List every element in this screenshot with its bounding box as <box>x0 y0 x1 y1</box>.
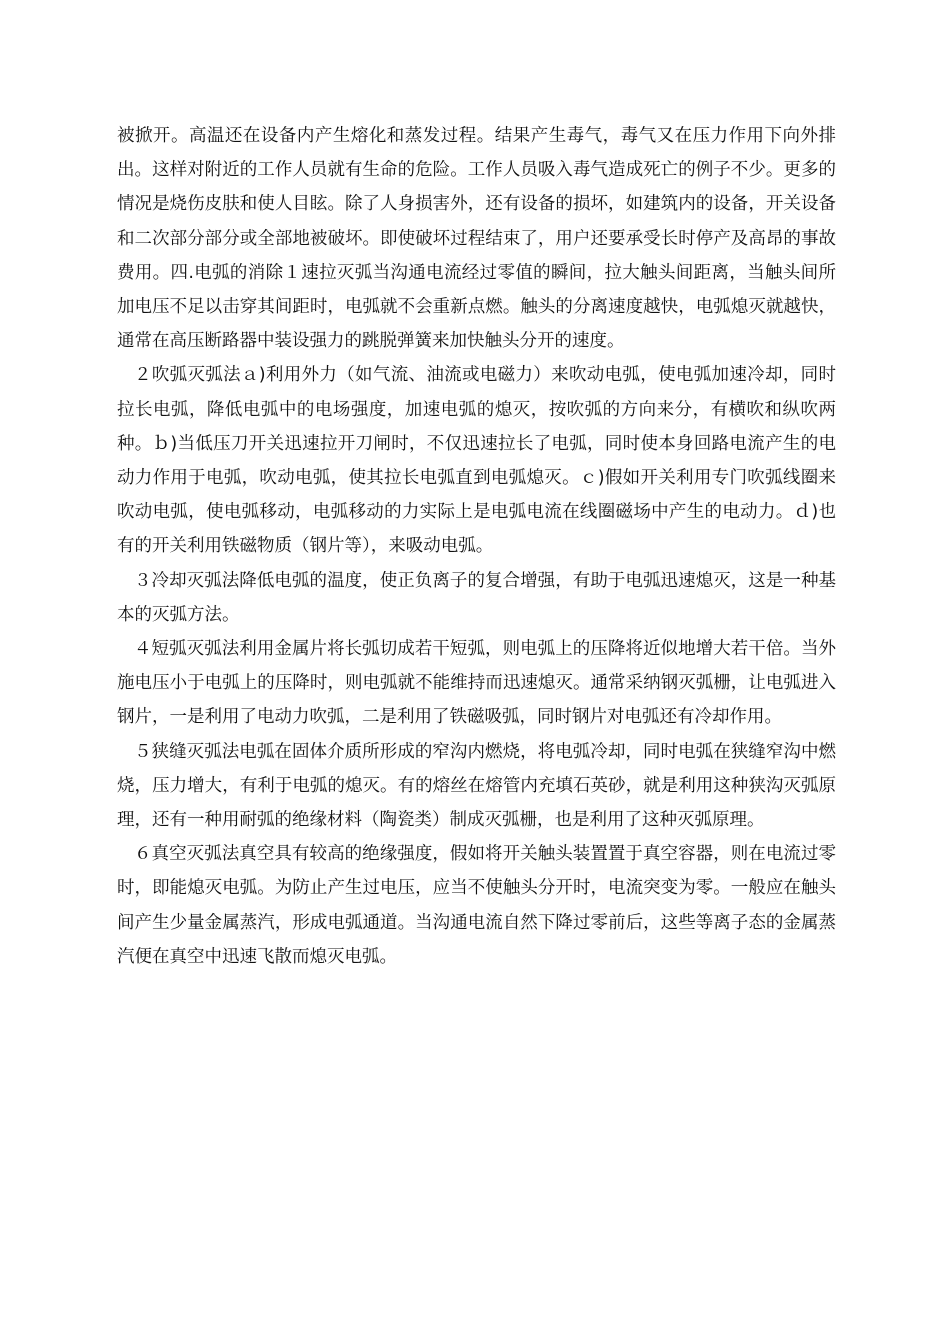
paragraph-narrow-slit-arc: ５狭缝灭弧法电弧在固体介质所形成的窄沟内燃烧，将电弧冷却，同时电弧在狭缝窄沟中燃烧，压力增大，有利于电弧的熄灭。有的熔丝在熔管内充填石英砂，就是利用这种狭沟灭弧原理，还有一种用耐弧的绝缘材料（陶瓷类）制成灭弧栅，也是利用了这种灭弧原理。 <box>117 741 836 831</box>
paragraph-cooling-arc: ３冷却灭弧法降低电弧的温度，使正负离子的复合增强，有助于电弧迅速熄灭，这是一种基本的灭弧方法。 <box>117 570 836 625</box>
paragraph-continuation: 被掀开。高温还在设备内产生熔化和蒸发过程。结果产生毒气，毒气又在压力作用下向外排出。这样对附近的工作人员就有生命的危险。工作人员吸入毒气造成死亡的例子不少。更多的情况是烧伤皮肤和使人目眩。除了人身损害外，还有设备的损坏，如建筑内的设备，开关设备和二次部分部分或全部地被破坏。即使破坏过程结束了，用户还要承受长时停产及高昂的事故费用。四.电弧的消除１速拉灭弧当沟通电流经过零值的瞬间，拉大触头间距离，当触头间所加电压不足以击穿其间距时，电弧就不会重新点燃。触头的分离速度越快，电弧熄灭就越快，通常在高压断路器中装设强力的跳脱弹簧来加快触头分开的速度。 <box>117 126 836 352</box>
paragraph-vacuum-arc: ６真空灭弧法真空具有较高的绝缘强度，假如将开关触头装置置于真空容器，则在电流过零时，即能熄灭电弧。为防止产生过电压，应当不使触头分开时，电流突变为零。一般应在触头间产生少量金属蒸汽，形成电弧通道。当沟通电流自然下降过零前后，这些等离子态的金属蒸汽便在真空中迅速飞散而熄灭电弧。 <box>117 844 836 967</box>
paragraph-blow-arc: ２吹弧灭弧法ａ)利用外力（如气流、油流或电磁力）来吹动电弧，使电弧加速冷却，同时拉长电弧，降低电弧中的电场强度，加速电弧的熄灭，按吹弧的方向来分，有横吹和纵吹两种。ｂ)当低压刀开关迅速拉开刀闸时，不仅迅速拉长了电弧，同时使本身回路电流产生的电动力作用于电弧，吹动电弧，使其拉长电弧直到电弧熄灭。ｃ)假如开关利用专门吹弧线圈来吹动电弧，使电弧移动，电弧移动的力实际上是电弧电流在线圈磁场中产生的电动力。ｄ)也有的开关利用铁磁物质（钢片等），来吸动电弧。 <box>117 365 836 557</box>
document-body <box>117 119 836 974</box>
paragraph-short-arc: ４短弧灭弧法利用金属片将长弧切成若干短弧，则电弧上的压降将近似地增大若干倍。当外施电压小于电弧上的压降时，则电弧就不能维持而迅速熄灭。通常采纳钢灭弧栅，让电弧进入钢片，一是利用了电动力吹弧，二是利用了铁磁吸弧，同时钢片对电弧还有冷却作用。 <box>117 639 836 728</box>
